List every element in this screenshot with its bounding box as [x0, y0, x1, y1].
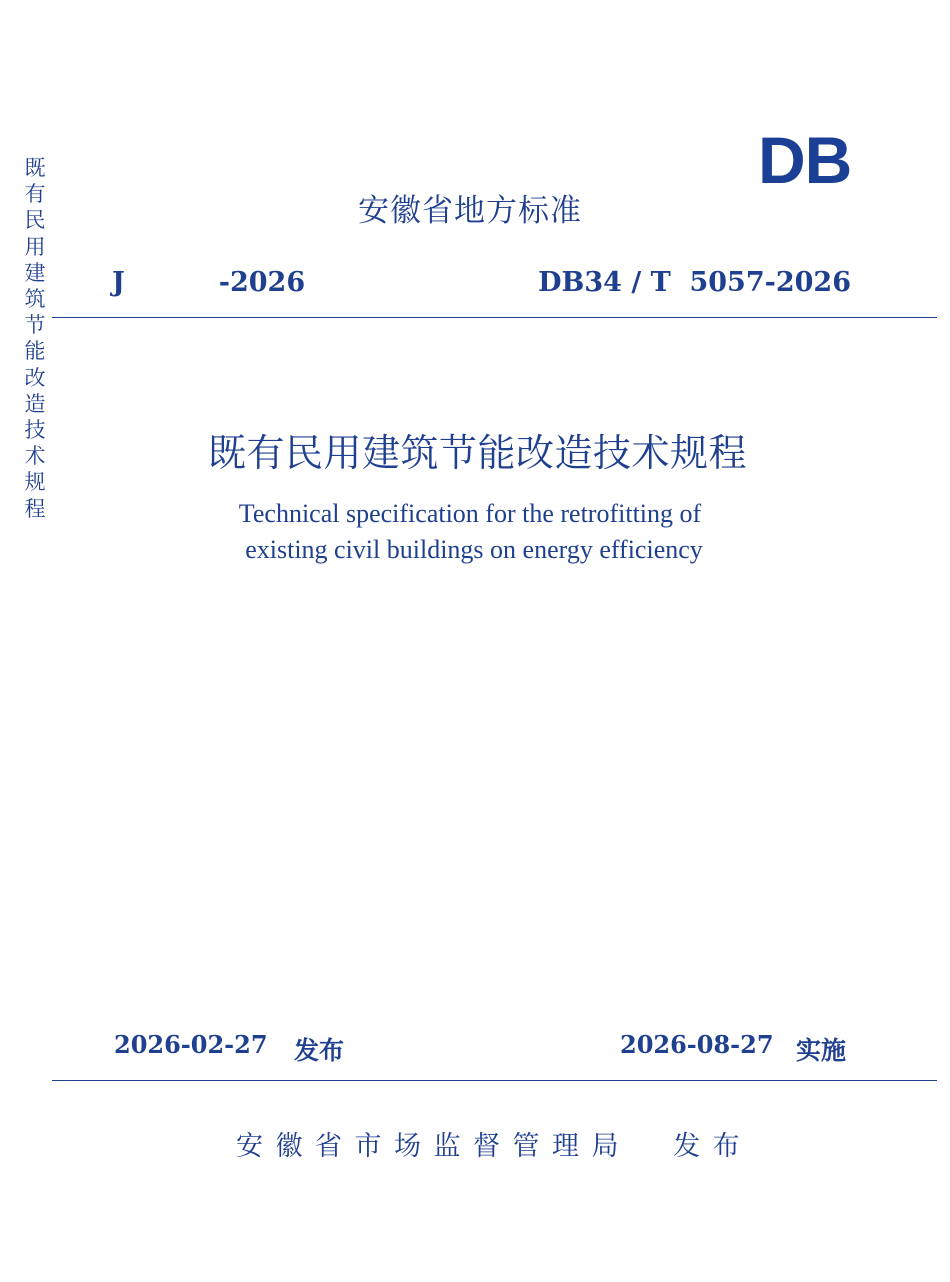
- issuing-authority: 安徽省市场监督管理局 发布: [236, 1131, 753, 1162]
- title-english: [200, 496, 740, 568]
- record-number: J -2026: [112, 267, 306, 298]
- spine-title: 既 有 民 用 建 筑 节 能 改 造 技 术 规 程: [24, 156, 46, 521]
- title-chinese: 既有民用建筑节能改造技术规程: [208, 431, 748, 475]
- footer-divider: [52, 1080, 937, 1081]
- db-logo: DB: [758, 123, 852, 197]
- title-english-line-1: Technical specification for the retrofitting of: [238, 499, 702, 528]
- standard-type: 安徽省地方标准: [358, 193, 582, 229]
- header-divider: [52, 317, 937, 318]
- issue-label: 发布: [294, 1036, 345, 1065]
- title-english-line-2: existing civil buildings on energy efficiency: [245, 535, 703, 564]
- standard-number: DB34 / T 5057-2026: [538, 267, 851, 298]
- issue-date: 2026-02-27: [114, 1030, 268, 1059]
- implement-date: 2026-08-27: [620, 1030, 774, 1059]
- implement-label: 实施: [796, 1036, 847, 1065]
